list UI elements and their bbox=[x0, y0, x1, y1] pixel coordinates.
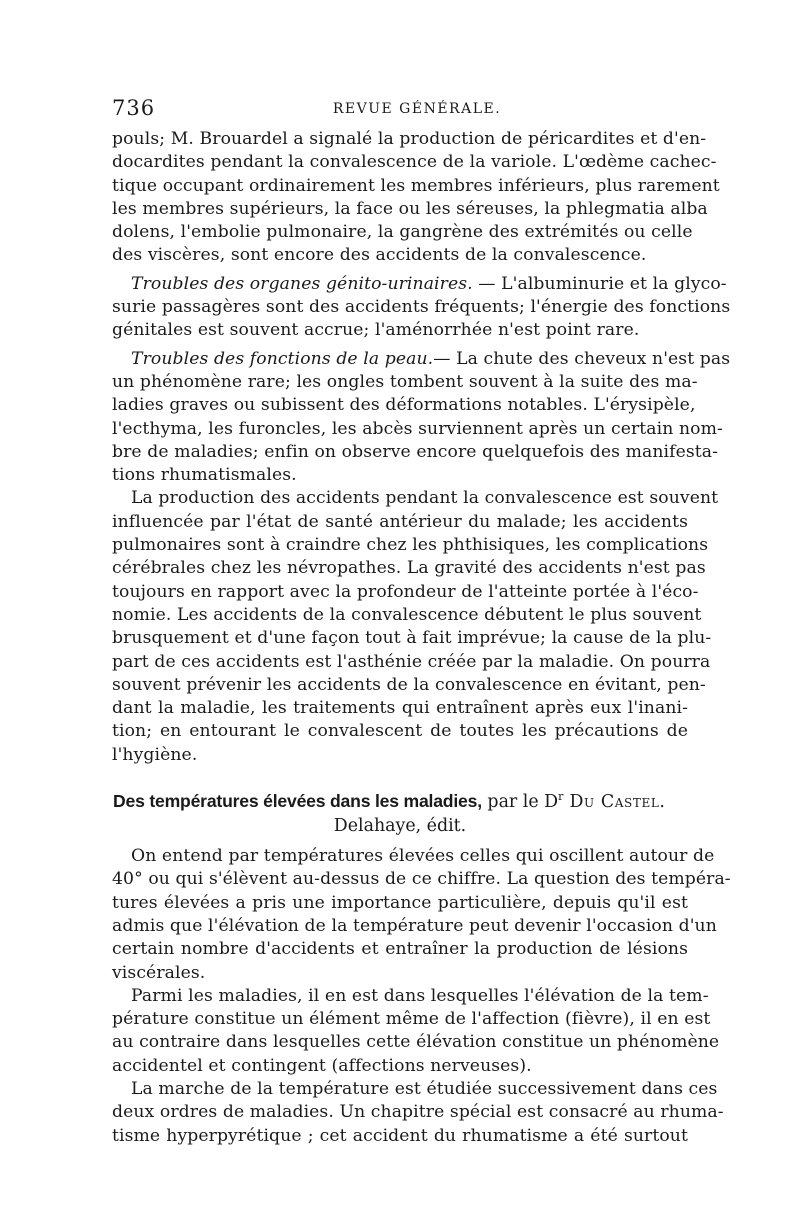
text-line: dant la maladie, les traitements qui entraînent après eux l'inani- bbox=[112, 698, 688, 719]
text-line: l'ecthyma, les furoncles, les abcès surviennent après un certain nom- bbox=[112, 418, 723, 439]
text-line: Parmi les maladies, il en est dans lesquelles l'élévation de la tem- bbox=[131, 985, 709, 1006]
text-line: nomie. Les accidents de la convalescence débutent le plus souvent bbox=[112, 604, 702, 625]
text-line: pérature constitue un élément même de l'affection (fièvre), il en est bbox=[112, 1009, 711, 1030]
text-run: L'albuminurie et la glyco- bbox=[495, 273, 727, 294]
paragraph-heading: Troubles des organes génito-urinaires. — bbox=[131, 273, 496, 294]
section-title-by: par le D bbox=[481, 792, 559, 813]
text-run: La chute des cheveux n'est pas bbox=[450, 348, 731, 369]
text-line: On entend par températures élevées celles qui oscillent autour de bbox=[131, 846, 715, 867]
body-text bbox=[112, 128, 731, 1148]
text-line: toujours en rapport avec la profondeur de l'atteinte portée à l'éco- bbox=[112, 581, 699, 602]
text-line: 40° ou qui s'élèvent au-dessus de ce chiffre. La question des tempéra- bbox=[112, 869, 731, 890]
text-line: les membres supérieurs, la face ou les séreuses, la phlegmatia alba bbox=[112, 198, 708, 219]
text-line: des viscères, sont encore des accidents de la convalescence. bbox=[112, 245, 647, 266]
text-line: bre de maladies; enfin on observe encore quelquefois des manifesta- bbox=[112, 441, 719, 462]
running-head: REVUE GÉNÉRALE. bbox=[332, 101, 502, 117]
text-line: ladies graves ou subissent des déformations notables. L'érysipèle, bbox=[112, 395, 696, 416]
text-line: tions rhumatismales. bbox=[112, 465, 297, 486]
text-line: La production des accidents pendant la convalescence est souvent bbox=[131, 488, 719, 509]
text-line: deux ordres de maladies. Un chapitre spécial est consacré au rhuma- bbox=[112, 1102, 724, 1123]
page-number: 736 bbox=[112, 96, 156, 120]
text-line: part de ces accidents est l'asthénie créée par la maladie. On pourra bbox=[112, 651, 711, 672]
section-title bbox=[112, 789, 688, 814]
page-header bbox=[112, 96, 687, 126]
paragraph-heading: Troubles des fonctions de la peau.— bbox=[131, 348, 451, 369]
text-line: pouls; M. Brouardel a signalé la production de péricardites et d'en- bbox=[112, 129, 707, 149]
text-line: tion; en entourant le convalescent de toutes les précautions de bbox=[112, 721, 688, 742]
text-line: surie passagères sont des accidents fréquents; l'énergie des fonctions bbox=[112, 297, 731, 318]
section-title-sup: r bbox=[558, 790, 564, 804]
text-line: tisme hyperpyrétique ; cet accident du rhumatisme a été surtout bbox=[112, 1125, 688, 1146]
text-line: admis que l'élévation de la température peut devenir l'occasion d'un bbox=[112, 915, 717, 936]
section-title-bold: Des températures élevées dans les maladies, bbox=[113, 791, 482, 812]
text-line: brusquement et d'une façon tout à fait imprévue; la cause de la plu- bbox=[112, 628, 712, 649]
text-line: tures élevées a pris une importance particulière, depuis qu'il est bbox=[112, 892, 688, 913]
text-line: certain nombre d'accidents et entraîner la production de lésions bbox=[112, 939, 688, 960]
text-line: docardites pendant la convalescence de la variole. L'œdème cachec- bbox=[112, 152, 717, 173]
text-line: l'hygiène. bbox=[112, 744, 198, 765]
text-line: cérébrales chez les névropathes. La gravité des accidents n'est pas bbox=[112, 558, 706, 579]
text-line: génitales est souvent accrue; l'aménorrhée n'est point rare. bbox=[112, 320, 640, 341]
paragraph-first-line bbox=[112, 273, 727, 296]
publisher: Delahaye, édit. bbox=[333, 816, 467, 837]
text-line: La marche de la température est étudiée successivement dans ces bbox=[131, 1078, 718, 1099]
text-line: viscérales. bbox=[112, 962, 206, 983]
text-line: pulmonaires sont à craindre chez les phthisiques, les complications bbox=[112, 535, 709, 556]
section-author: Du Castel. bbox=[563, 792, 666, 813]
text-line: dolens, l'embolie pulmonaire, la gangrène des extrémités ou celle bbox=[112, 222, 693, 243]
text-line: au contraire dans lesquelles cette élévation constitue un phénomène bbox=[112, 1032, 720, 1053]
text-line: tique occupant ordinairement les membres inférieurs, plus rarement bbox=[112, 175, 720, 196]
text-line: influencée par l'état de santé antérieur du malade; les accidents bbox=[112, 511, 688, 532]
text-line: un phénomène rare; les ongles tombent souvent à la suite des ma- bbox=[112, 371, 698, 392]
paragraph-first-line bbox=[112, 348, 731, 371]
text-line: souvent prévenir les accidents de la convalescence en évitant, pen- bbox=[112, 674, 706, 695]
text-line: accidentel et contingent (affections nerveuses). bbox=[112, 1055, 532, 1076]
